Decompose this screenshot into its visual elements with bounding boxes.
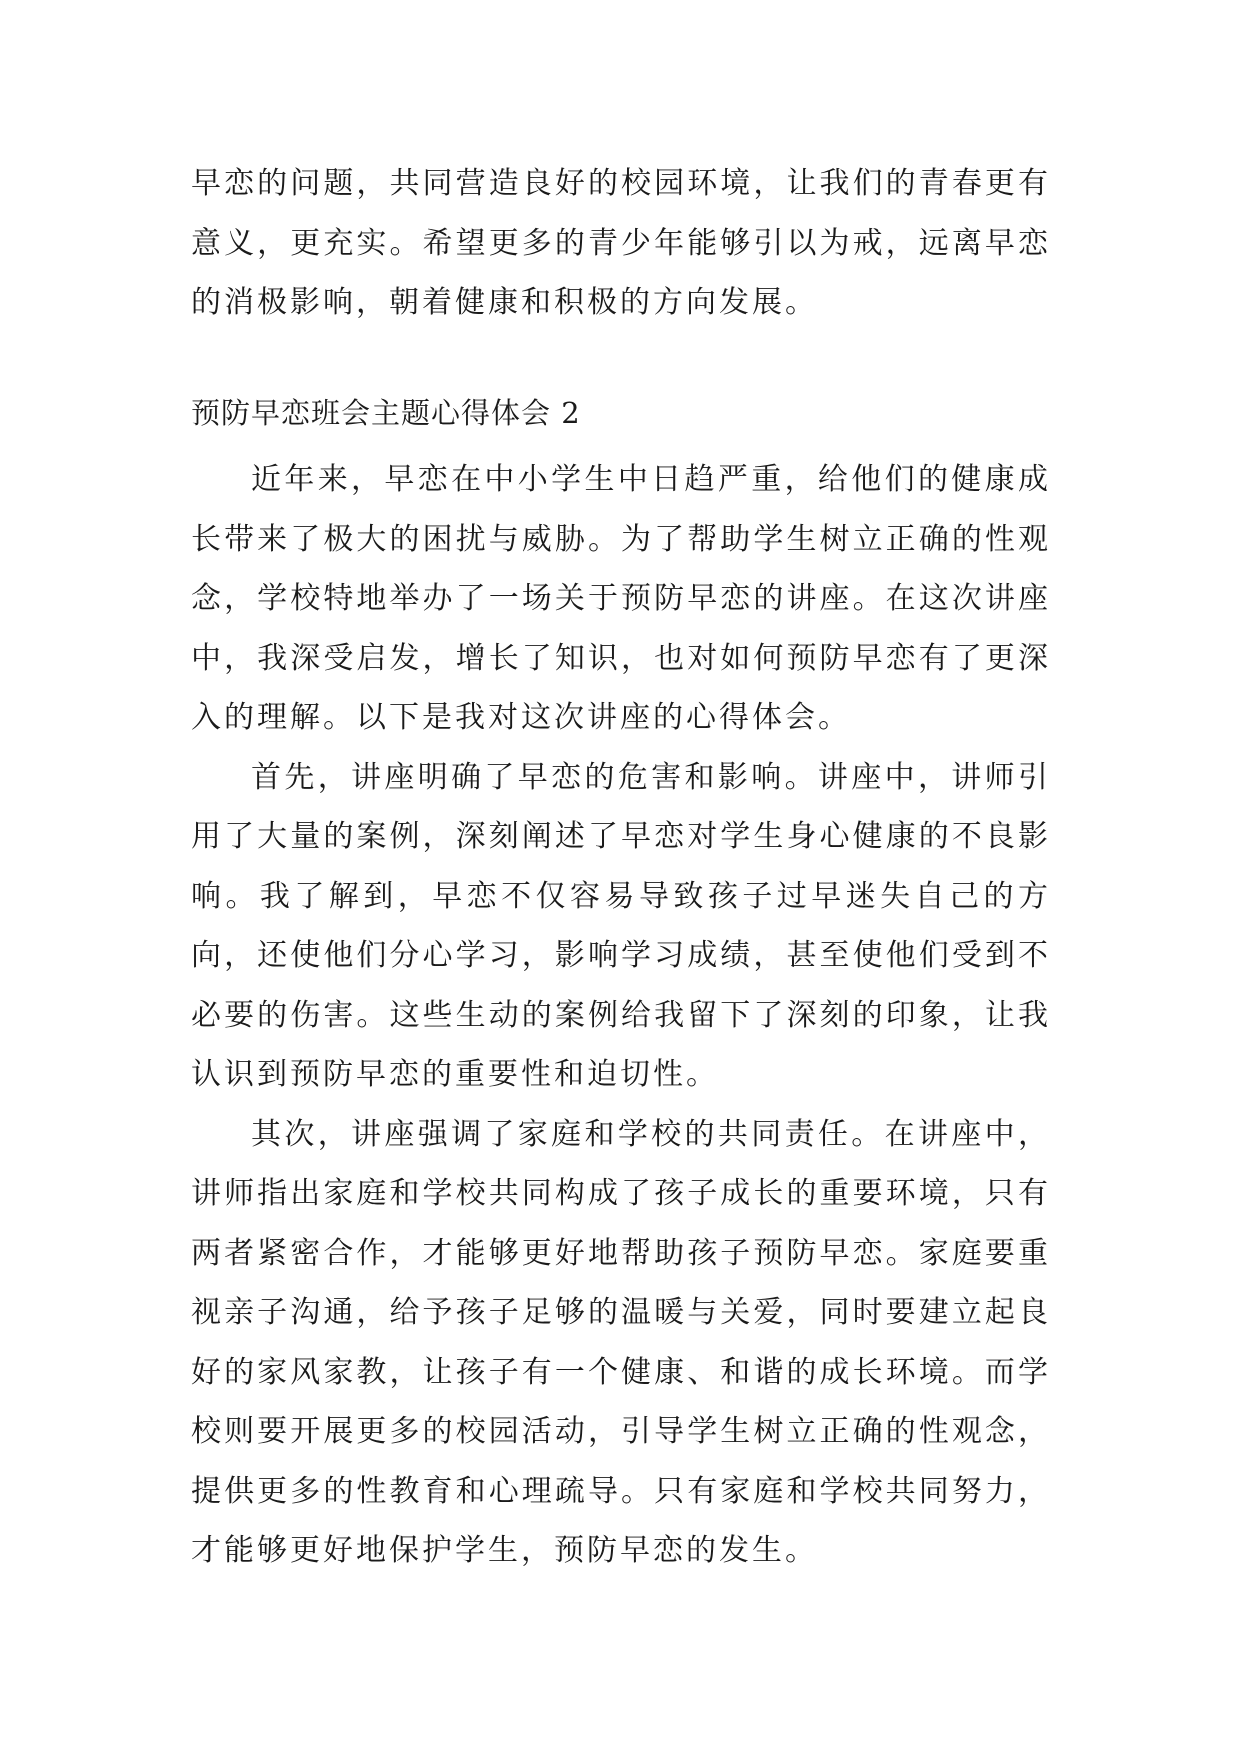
body-text-block — [191, 450, 1051, 1581]
intro-paragraph: 早恋的问题，共同营造良好的校园环境，让我们的青春更有意义，更充实。希望更多的青少年能够引以为戒，远离早恋的消极影响，朝着健康和积极的方向发展。 — [191, 166, 1051, 320]
body-paragraph-1: 近年来，早恋在中小学生中日趋严重，给他们的健康成长带来了极大的困扰与威胁。为了帮助学生树立正确的性观念，学校特地举办了一场关于预防早恋的讲座。在这次讲座中，我深受启发，增长了知识，也对如何预防早恋有了更深入的理解。以下是我对这次讲座的心得体会。 — [191, 462, 1051, 735]
section-heading: 预防早恋班会主题心得体会 2 — [191, 396, 581, 430]
body-paragraph-3: 其次，讲座强调了家庭和学校的共同责任。在讲座中，讲师指出家庭和学校共同构成了孩子成长的重要环境，只有两者紧密合作，才能够更好地帮助孩子预防早恋。家庭要重视亲子沟通，给予孩子足够的温暖与关爱，同时要建立起良好的家风家教，让孩子有一个健康、和谐的成长环境。而学校则要开展更多的校园活动，引导学生树立正确的性观念，提供更多的性教育和心理疏导。只有家庭和学校共同努力，才能够更好地保护学生，预防早恋的发生。 — [191, 1116, 1051, 1568]
body-paragraph-2: 首先，讲座明确了早恋的危害和影响。讲座中，讲师引用了大量的案例，深刻阐述了早恋对学生身心健康的不良影响。我了解到，早恋不仅容易导致孩子过早迷失自己的方向，还使他们分心学习，影响学习成绩，甚至使他们受到不必要的伤害。这些生动的案例给我留下了深刻的印象，让我认识到预防早恋的重要性和迫切性。 — [191, 759, 1051, 1092]
intro-paragraph-block — [191, 154, 1051, 333]
